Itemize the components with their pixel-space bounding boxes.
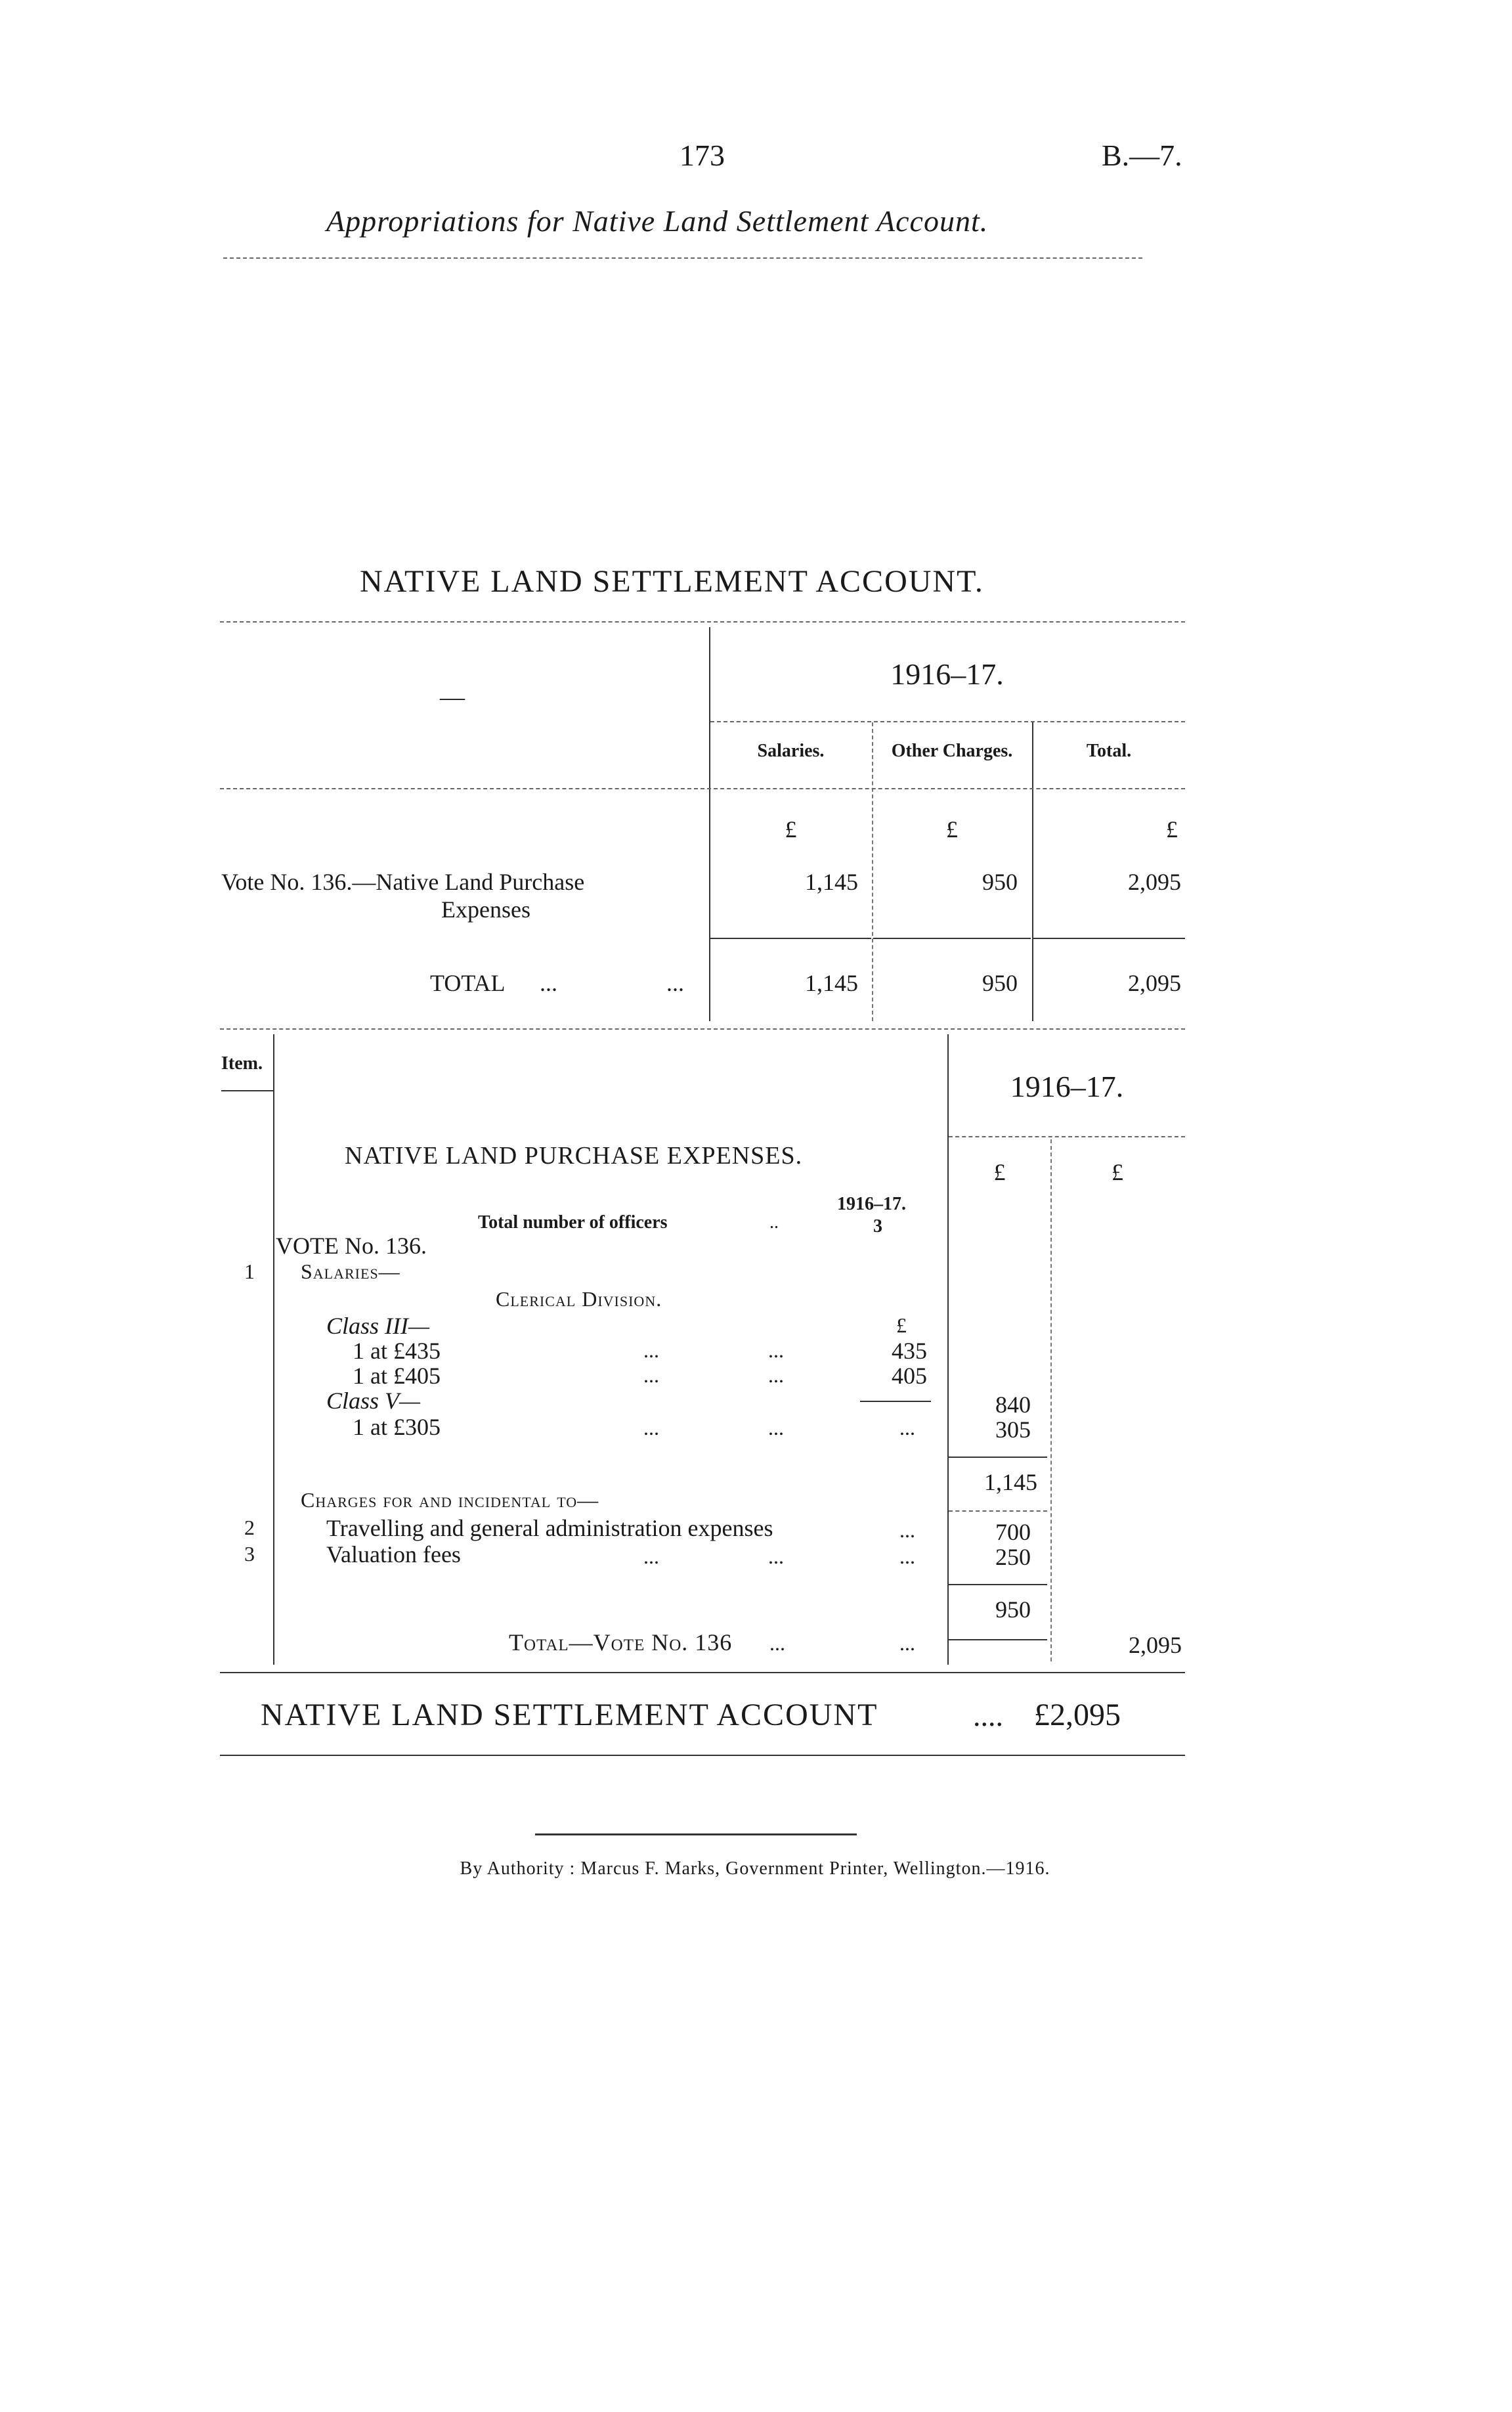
class-v-line-1-dots-a: ... xyxy=(643,1416,659,1439)
summary-title: NATIVE LAND SETTLEMENT ACCOUNT. xyxy=(360,564,984,599)
clerical-division-heading: Clerical Division. xyxy=(496,1287,662,1311)
salaries-total-underrule xyxy=(949,1510,1047,1512)
class-iii-line-1-value: 435 xyxy=(892,1338,927,1364)
summary-year-rule xyxy=(710,721,1185,722)
class-v-line-1-dots-c: ... xyxy=(899,1416,915,1439)
header-rule xyxy=(223,257,1142,259)
summary-dash: — xyxy=(440,684,465,711)
col-salaries-header: Salaries. xyxy=(757,741,825,761)
summary-total-total: 2,095 xyxy=(1128,970,1181,996)
officers-year: 1916–17. xyxy=(837,1194,906,1214)
salaries-total: 1,145 xyxy=(984,1469,1037,1495)
item-3-dots-b: ... xyxy=(768,1545,784,1568)
grand-total-dots: .... xyxy=(973,1699,1003,1732)
summary-header-rule xyxy=(220,788,1185,789)
summary-total-other: 950 xyxy=(982,970,1018,996)
officers-label: Total number of officers xyxy=(478,1212,668,1233)
item-3-label: Valuation fees xyxy=(326,1541,461,1568)
vote-heading: VOTE No. 136. xyxy=(276,1233,427,1259)
class-iii-line-1-dots-a: ... xyxy=(643,1338,659,1362)
detail-year-header: 1916–17. xyxy=(1010,1070,1124,1103)
charges-heading: Charges for and incidental to— xyxy=(301,1488,599,1512)
item-column-header: Item. xyxy=(221,1053,263,1074)
vote-136-other: 950 xyxy=(982,869,1018,895)
page-subtitle: Appropriations for Native Land Settlement Account. xyxy=(326,204,989,238)
class-v-line-1: 1 at £305 xyxy=(353,1414,441,1440)
salaries-currency: £ xyxy=(785,816,797,843)
class-iii-line-1: 1 at £435 xyxy=(353,1338,441,1364)
class-iii-heading: Class III— xyxy=(326,1313,430,1339)
item-2-dots: ... xyxy=(899,1518,915,1542)
salaries-total-rule-detail xyxy=(949,1457,1047,1458)
summary-year-header: 1916–17. xyxy=(890,657,1004,691)
charges-total: 950 xyxy=(995,1596,1031,1623)
detail-year-rule xyxy=(949,1136,1185,1137)
summary-total-salaries: 1,145 xyxy=(805,970,858,996)
summary-total-dots-2: ... xyxy=(666,970,684,996)
printer-imprint: By Authority : Marcus F. Marks, Government Printer, Wellington.—1916. xyxy=(460,1858,1050,1879)
class-iii-line-2-value: 405 xyxy=(892,1363,927,1389)
class-iii-line-2-dots-b: ... xyxy=(768,1363,784,1387)
officers-count: 3 xyxy=(873,1216,882,1237)
item-header-rule xyxy=(221,1090,274,1091)
other-currency: £ xyxy=(946,816,958,843)
class-v-line-1-value: 305 xyxy=(995,1416,1031,1443)
vote-total-rule xyxy=(949,1639,1047,1640)
col-other-header: Other Charges. xyxy=(891,741,1013,761)
grand-total-rule xyxy=(220,1755,1185,1756)
officers-dots: .. xyxy=(769,1212,779,1233)
charges-total-rule xyxy=(949,1584,1047,1585)
total-total-rule xyxy=(1033,938,1185,939)
grand-total-value: £2,095 xyxy=(1034,1698,1121,1732)
total-currency: £ xyxy=(1166,816,1178,843)
detail-col-divider xyxy=(1050,1139,1052,1661)
class-v-line-1-dots-b: ... xyxy=(768,1416,784,1439)
vote-total-dots-b: ... xyxy=(899,1631,915,1655)
item-2-number: 2 xyxy=(244,1516,255,1539)
item-3-value: 250 xyxy=(995,1544,1031,1570)
item-2-label: Travelling and general administration expenses xyxy=(326,1515,773,1541)
class-iii-line-2: 1 at £405 xyxy=(353,1363,441,1389)
salaries-total-rule xyxy=(710,938,871,939)
item-3-dots-c: ... xyxy=(899,1545,915,1568)
detail-currency-1: £ xyxy=(993,1159,1006,1185)
col-total-header: Total. xyxy=(1086,741,1132,761)
item-2-value: 700 xyxy=(995,1519,1031,1545)
other-total-rule xyxy=(873,938,1031,939)
item-3-dots-a: ... xyxy=(643,1545,659,1568)
class-iii-line-2-dots-a: ... xyxy=(643,1363,659,1387)
item-column-divider xyxy=(273,1034,274,1665)
class-iii-subtotal: 840 xyxy=(995,1392,1031,1418)
vote-136-salaries: 1,145 xyxy=(805,869,858,895)
detail-bottom-rule xyxy=(220,1672,1185,1673)
class-iii-line-1-dots-b: ... xyxy=(768,1338,784,1362)
vote-total-dots-a: ... xyxy=(769,1631,785,1655)
vote-total-value: 2,095 xyxy=(1129,1632,1182,1658)
class-v-heading: Class V— xyxy=(326,1388,421,1414)
detail-title: NATIVE LAND PURCHASE EXPENSES. xyxy=(345,1142,803,1170)
vote-136-label: Vote No. 136.—Native Land Purchase xyxy=(221,869,585,895)
summary-total-label: TOTAL xyxy=(430,970,506,996)
summary-bottom-rule xyxy=(220,1028,1185,1030)
vote-136-total: 2,095 xyxy=(1128,869,1181,895)
summary-total-dots-1: ... xyxy=(540,970,557,996)
salaries-heading: Salaries— xyxy=(301,1260,400,1283)
salaries-item-number: 1 xyxy=(244,1260,255,1283)
item-3-number: 3 xyxy=(244,1542,255,1566)
summary-top-rule xyxy=(220,621,1185,623)
vote-total-label: Total—Vote No. 136 xyxy=(509,1629,733,1656)
grand-total-label: NATIVE LAND SETTLEMENT ACCOUNT xyxy=(261,1698,878,1732)
document-reference: B.—7. xyxy=(1102,139,1182,172)
class-iii-currency: £ xyxy=(896,1313,907,1337)
page-number: 173 xyxy=(680,139,725,172)
vote-136-label-continued: Expenses xyxy=(441,896,530,923)
footer-rule xyxy=(535,1833,857,1835)
detail-currency-2: £ xyxy=(1112,1159,1123,1185)
class-iii-subtotal-rule xyxy=(860,1401,931,1402)
